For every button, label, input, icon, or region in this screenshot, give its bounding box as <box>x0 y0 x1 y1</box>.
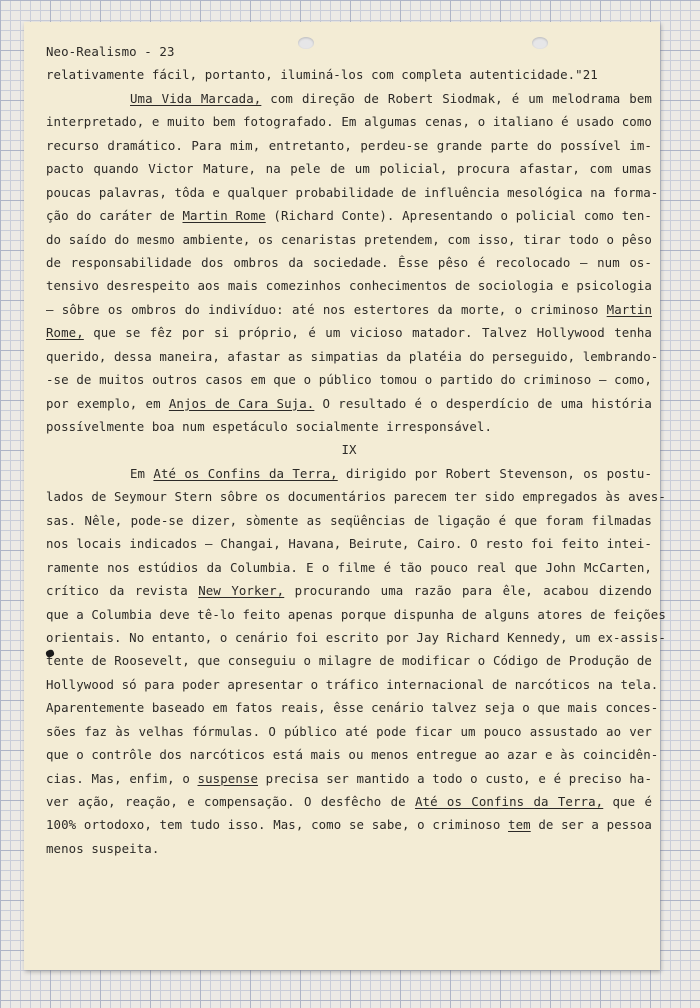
text-line: crítico da revista New Yorker, procurando uma razão para êle, acabou dizendo <box>46 583 652 599</box>
text-line: Uma Vida Marcada, com direção de Robert Siodmak, é um melodrama bem <box>130 90 652 106</box>
magazine-title: New Yorker, <box>198 583 285 599</box>
text-line: Hollywood só para poder apresentar o tráfico internacional de narcóticos na tela. <box>46 676 659 692</box>
text-line: — sôbre os ombros do indivíduo: até nos estertores da morte, o criminoso Martin <box>46 301 652 317</box>
text-line: ção do caráter de Martin Rome (Richard Conte). Apresentando o policial como ten- <box>46 208 652 224</box>
character-name: Martin Rome <box>182 208 266 224</box>
film-title: Uma Vida Marcada, <box>130 90 262 106</box>
text-line: nos locais indicados — Changai, Havana, Beirute, Cairo. O resto foi feito intei- <box>46 536 652 552</box>
text-line: recurso dramático. Para mim, entretanto, perdeu-se grande parte do possível im- <box>46 137 652 153</box>
text-line: de responsabilidade dos ombros da sociedade. Êsse pêso é recolocado — num os- <box>46 254 652 270</box>
text-line: pacto quando Victor Mature, na pele de um policial, procura afastar, com umas <box>46 161 652 177</box>
section-numeral: IX <box>341 442 357 458</box>
text-line: poucas palavras, tôda e qualquer probabilidade de influência mesológica na forma- <box>46 184 659 200</box>
typewritten-page <box>24 22 666 970</box>
text-line: Aparentemente baseado em fatos reais, êsse cenário talvez seja o que mais conces- <box>46 700 659 716</box>
text-line: tensivo desrespeito aos mais comezinhos conhecimentos de sociologia e psicologia <box>46 278 652 294</box>
running-header: Neo-Realismo - 23 <box>46 44 175 59</box>
text-line: ver ação, reação, e compensação. O desfêcho de Até os Confins da Terra, que é <box>46 794 653 809</box>
film-title: Até os Confins da Terra, <box>414 794 604 809</box>
text-line: Em Até os Confins da Terra, dirigido por Robert Stevenson, os postu- <box>130 465 653 481</box>
text-line: sões faz às velhas fórmulas. O público até pode ficar um pouco assustado ao ver <box>46 723 652 739</box>
film-title: Até os Confins da Terra, <box>153 465 338 481</box>
text-line: ramente nos estúdios da Columbia. E o filme é tão pouco real que John McCarten, <box>46 559 652 575</box>
text-line: que a Columbia deve tê-lo feito apenas porque dispunha de alguns atores de feições <box>46 606 666 622</box>
film-title: Anjos de Cara Suja. <box>168 395 315 411</box>
page-text <box>46 40 666 860</box>
emphasized-word: tem <box>508 817 531 833</box>
text-line: sas. Nêle, pode-se dizer, sòmente as seqüências de ligação é que foram filmadas <box>46 512 652 528</box>
character-name: Rome, <box>46 325 84 341</box>
text-line: menos suspeita. <box>46 840 160 856</box>
emphasized-word: suspense <box>197 770 259 786</box>
text-line: do saído do mesmo ambiente, os cenaristas pretendem, com isso, tirar todo o pêso <box>46 231 652 247</box>
text-line: que o contrôle dos narcóticos está mais ou menos entregue ao azar e às coincidên- <box>46 747 659 763</box>
text-line: 100% ortodoxo, tem tudo isso. Mas, como se sabe, o criminoso tem de ser a pessoa <box>46 817 652 833</box>
text-line: lados de Seymour Stern sôbre os documentários parecem ter sido empregados às aves- <box>46 489 666 505</box>
text-line: interpretado, e muito bem fotografado. Em algumas cenas, o italiano é usado como <box>46 114 652 130</box>
text-line: cias. Mas, enfim, o suspense precisa ser mantido a todo o custo, e é preciso ha- <box>46 770 653 786</box>
text-line: relativamente fácil, portanto, iluminá-los com completa autenticidade."21 <box>46 67 598 83</box>
text-line: possívelmente boa num espetáculo socialmente irresponsável. <box>46 419 493 434</box>
text-line: querido, dessa maneira, afastar as simpatias da platéia do perseguido, lembrando- <box>46 348 659 364</box>
text-line: -se de muitos outros casos em que o público tomou o partido do criminoso — como, <box>46 372 652 388</box>
text-line: orientais. No entanto, o cenário foi escrito por Jay Richard Kennedy, um ex-assis- <box>46 629 666 645</box>
text-line: Rome, que se fêz por si próprio, é um vicioso matador. Talvez Hollywood tenha <box>46 325 652 341</box>
text-line: por exemplo, em Anjos de Cara Suja. O resultado é o desperdício de uma história <box>46 395 652 411</box>
text-line: tente de Roosevelt, que conseguiu o milagre de modificar o Código de Produção de <box>46 653 652 669</box>
character-name: Martin <box>606 301 652 317</box>
